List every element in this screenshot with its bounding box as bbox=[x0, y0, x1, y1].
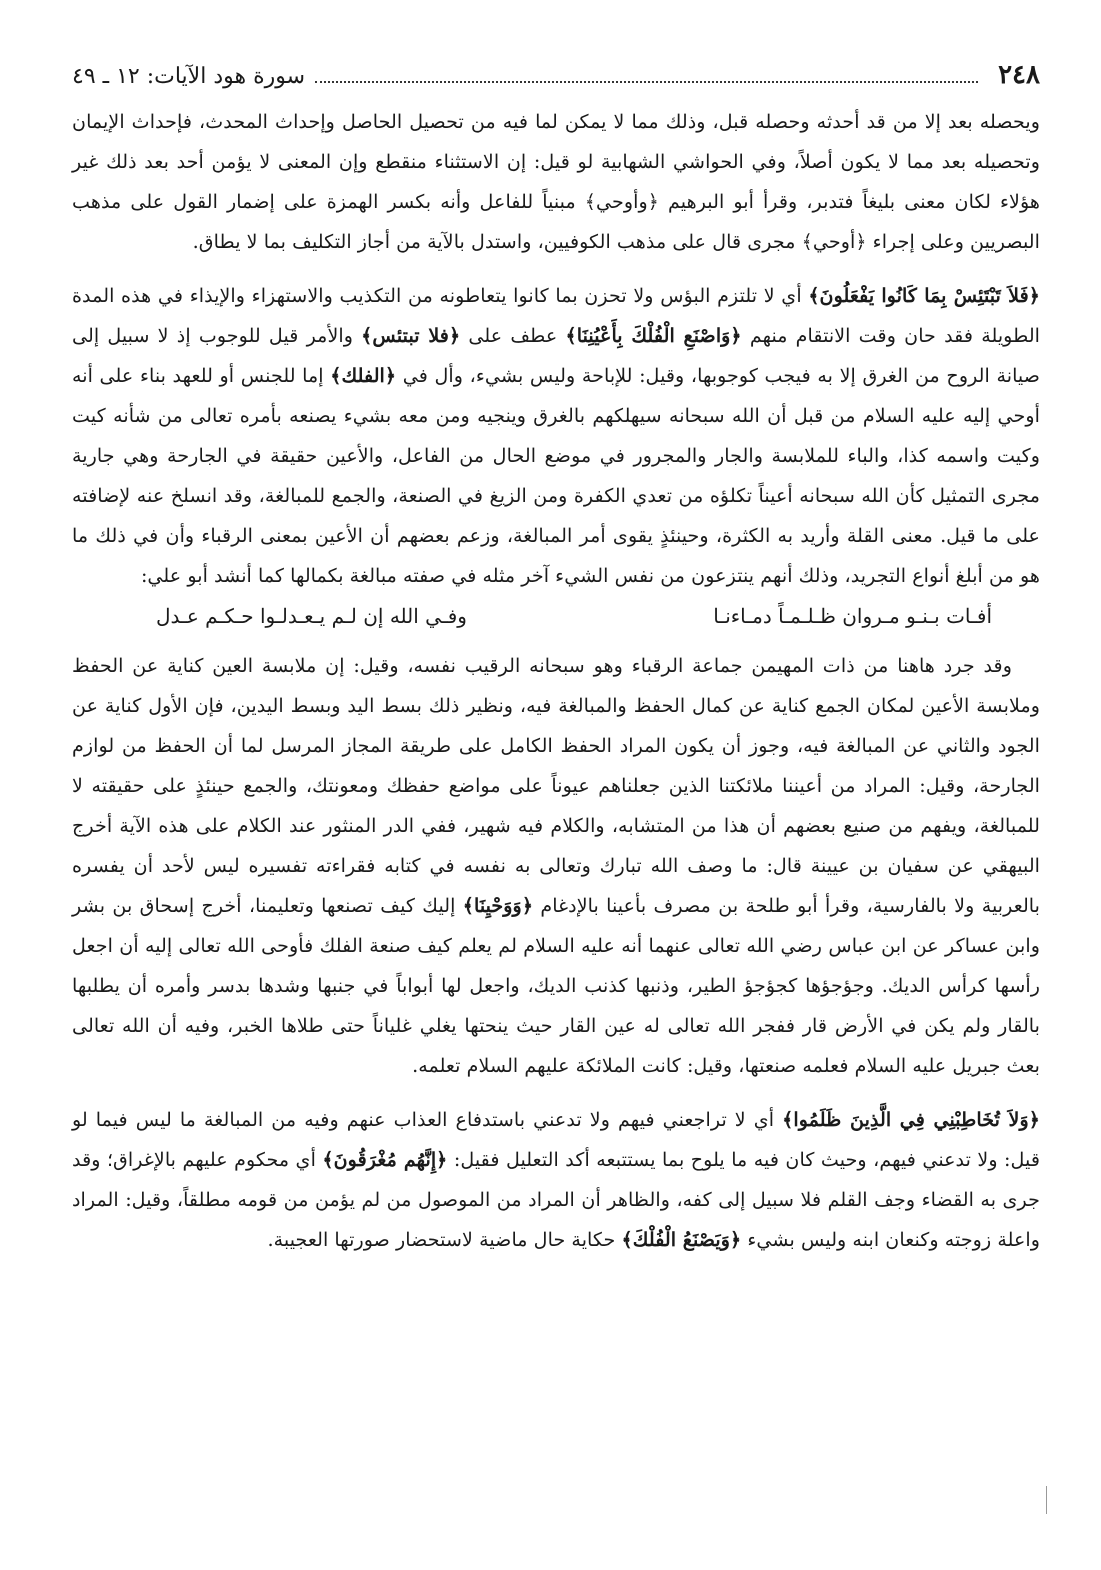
quran-verse: ﴿وَلاَ تُخَاطِبْنِي فِي الَّذِينَ ظَلَمُوا﴾ bbox=[782, 1108, 1040, 1131]
paragraph-text: وقد جرد هاهنا من ذات المهيمن جماعة الرقباء وهو سبحانه الرقيب نفسه، وقيل: إن ملابسة العين كناية عن الحفظ وملابسة الأعين لمكان الجمع كناية عن كمال الحفظ والمبالغة فيه، ونظير ذلك بسط اليد وبسط اليدين، فإن الأول كناية عن الجود والثاني عن المبالغة فيه، وجوز أن يكون المراد الحفظ الكامل على طريقة المجاز المرسل لما أن الحفظ من لوازم الجارحة، وقيل: المراد من أعيننا ملائكتنا الذين جعلناهم عيوناً على مواضع حفظك ومعونتك، والجمع حينئذٍ على حقيقته لا للمبالغة، ويفهم من صنيع بعضهم أن هذا من المتشابه، والكلام فيه شهير، ففي الدر المنثور عند الكلام على هذه الآية أخرج البيهقي عن سفيان بن عيينة قال: ما وصف الله تبارك وتعالى به نفسه في كتابه فقراءته تفسيره ليس لأحد أن يفسره بالعربية ولا بالفارسية، وقرأ أبو طلحة بن مصرف بأعينا بالإدغام bbox=[72, 654, 1040, 917]
paragraph-text: أي محكوم عليهم بالإغراق؛ وقد جرى به القضاء وجف القلم فلا سبيل إلى كفه، والظاهر أن المراد من الموصول من لم يؤمن من قومه مطلقاً، وقيل: المراد واعلة زوجته وكنعان ابنه وليس بشيء bbox=[72, 1148, 1040, 1251]
paragraph-text: عطف على bbox=[460, 324, 566, 347]
paragraph-text: أي لا تلتزم البؤس ولا تحزن بما كانوا يتعاطونه من التكذيب والاستهزاء والإيذاء في هذه المدة الطويلة فقد حان وقت الانتقام منهم bbox=[72, 284, 1040, 347]
page-header bbox=[72, 60, 1040, 100]
margin-mark bbox=[1046, 1486, 1047, 1514]
paragraph-4 bbox=[72, 1100, 1040, 1260]
quran-verse: ﴿وَاصْنَعِ الْفُلْكَ بِأَعْيُنِنَا﴾ bbox=[565, 324, 742, 347]
quran-verse: ﴿إِنَّهُم مُغْرَقُونَ﴾ bbox=[322, 1148, 448, 1171]
paragraph-text: أي لا تراجعني فيهم ولا تدعني باستدفاع العذاب عنهم وفيه من المبالغة ما ليس فيما لو قيل: ولا تدعني فيهم، وحيث كان فيه ما يلوح بما يستتبعه أكد التعليل فقيل: bbox=[72, 1108, 1040, 1171]
quran-verse: ﴿وَيَصْنَعُ الْفُلْكَ﴾ bbox=[621, 1228, 742, 1251]
paragraph-2 bbox=[72, 276, 1040, 596]
quran-verse: ﴿فلا تبتئس﴾ bbox=[361, 324, 461, 347]
quran-verse: ﴿فَلاَ تَبْتَئِسْ بِمَا كَانُوا يَفْعَلُونَ﴾ bbox=[808, 284, 1040, 307]
paragraph-text: حكاية حال ماضية لاستحضار صورتها العجيبة. bbox=[267, 1228, 622, 1251]
paragraph-text: إليك كيف تصنعها وتعليمنا، أخرج إسحاق بن بشر وابن عساكر عن ابن عباس رضي الله تعالى عنهما أنه عليه السلام لم يعلم كيف صنعة الفلك فأوحى الله تعالى إليه أن اجعل رأسها كرأس الديك. وجؤجؤها كجؤجؤ الطير، وذنبها كذنب الديك، واجعل لها أبواباً في جنبها وشدها بدسر وأمره أن يطلبها بالقار ولم يكن في الأرض قار ففجر الله تعالى له عين القار حيث ينحتها يغلي غلياناً حتى طلاها الخبر، وفيه أن الله تعالى بعث جبريل عليه السلام فعلمه صنعتها، وقيل: كانت الملائكة عليهم السلام تعلمه. bbox=[72, 894, 1040, 1077]
paragraph-1 bbox=[72, 102, 1040, 262]
poem-first-hemistich: أفـات بـنـو مـروان ظـلـمـاً دمـاءنـا bbox=[713, 604, 992, 628]
poem-second-hemistich: وفـي الله إن لـم يـعـدلـوا حـكـم عـدل bbox=[156, 604, 467, 628]
paragraph-3 bbox=[72, 646, 1040, 1086]
paragraph-text: إما للجنس أو للعهد بناء على أنه أوحي إليه عليه السلام من قبل أن الله سبحانه سيهلكهم بالغرق وينجيه ومن معه بشيء يصنعه بأمره تعالى من شأنه كيت وكيت واسمه كذا، والباء للملابسة والجار والمجرور في موضع الحال من الفاعل، والأعين حقيقة في الجارحة وهي جارية مجرى التمثيل كأن الله سبحانه أعيناً تكلؤه من تعدي الكفرة ومن الزيغ في الصنعة، والجمع للمبالغة، وقد انسلخ عنه لإضافته على ما قيل. معنى القلة وأريد به الكثرة، وحينئذٍ يقوى أمر المبالغة، وزعم بعضهم أن الأعين بمعنى الرقباء وأن في ذلك ما هو من أبلغ أنواع التجريد، وذلك أنهم ينتزعون من نفس الشيء آخر مثله في صفته مبالغة بكمالها كما أنشد أبو علي: bbox=[72, 364, 1040, 587]
quran-verse: ﴿وَوَحْيِنَا﴾ bbox=[462, 894, 534, 917]
quran-verse: ﴿الفلك﴾ bbox=[330, 364, 397, 387]
paragraph-text: ويحصله بعد إلا من قد أحدثه وحصله قبل، وذلك مما لا يمكن لما فيه من تحصيل الحاصل وإحداث المحدث، فإحداث الإيمان وتحصيله بعد مما لا يكون أصلاً، وفي الحواشي الشهابية لو قيل: إن الاستثناء منقطع وإن المعنى لا يؤمن أحد بعد ذلك غير هؤلاء لكان معنى بليغاً فتدبر، وقرأ أبو البرهيم ﴿وأوحي﴾ مبنياً للفاعل وأنه بكسر الهمزة على إضمار القول على مذهب البصريين وعلى إجراء ﴿أوحي﴾ مجرى قال على مذهب الكوفيين، واستدل بالآية من أجاز التكليف بما لا يطاق. bbox=[72, 110, 1040, 253]
page-number: ٢٤٨ bbox=[998, 60, 1040, 90]
surah-title: سورة هود الآيات: ١٢ ـ ٤٩ bbox=[72, 64, 306, 89]
document-page bbox=[72, 60, 1040, 1260]
header-leader-dots bbox=[315, 81, 978, 83]
paragraph-text: والأمر قيل للوجوب إذ لا سبيل إلى صيانة الروح من الغرق إلا به فيجب كوجوبها، وقيل: للإباحة وليس بشيء، وأل في bbox=[72, 324, 1041, 387]
poem-verse bbox=[72, 596, 1040, 636]
